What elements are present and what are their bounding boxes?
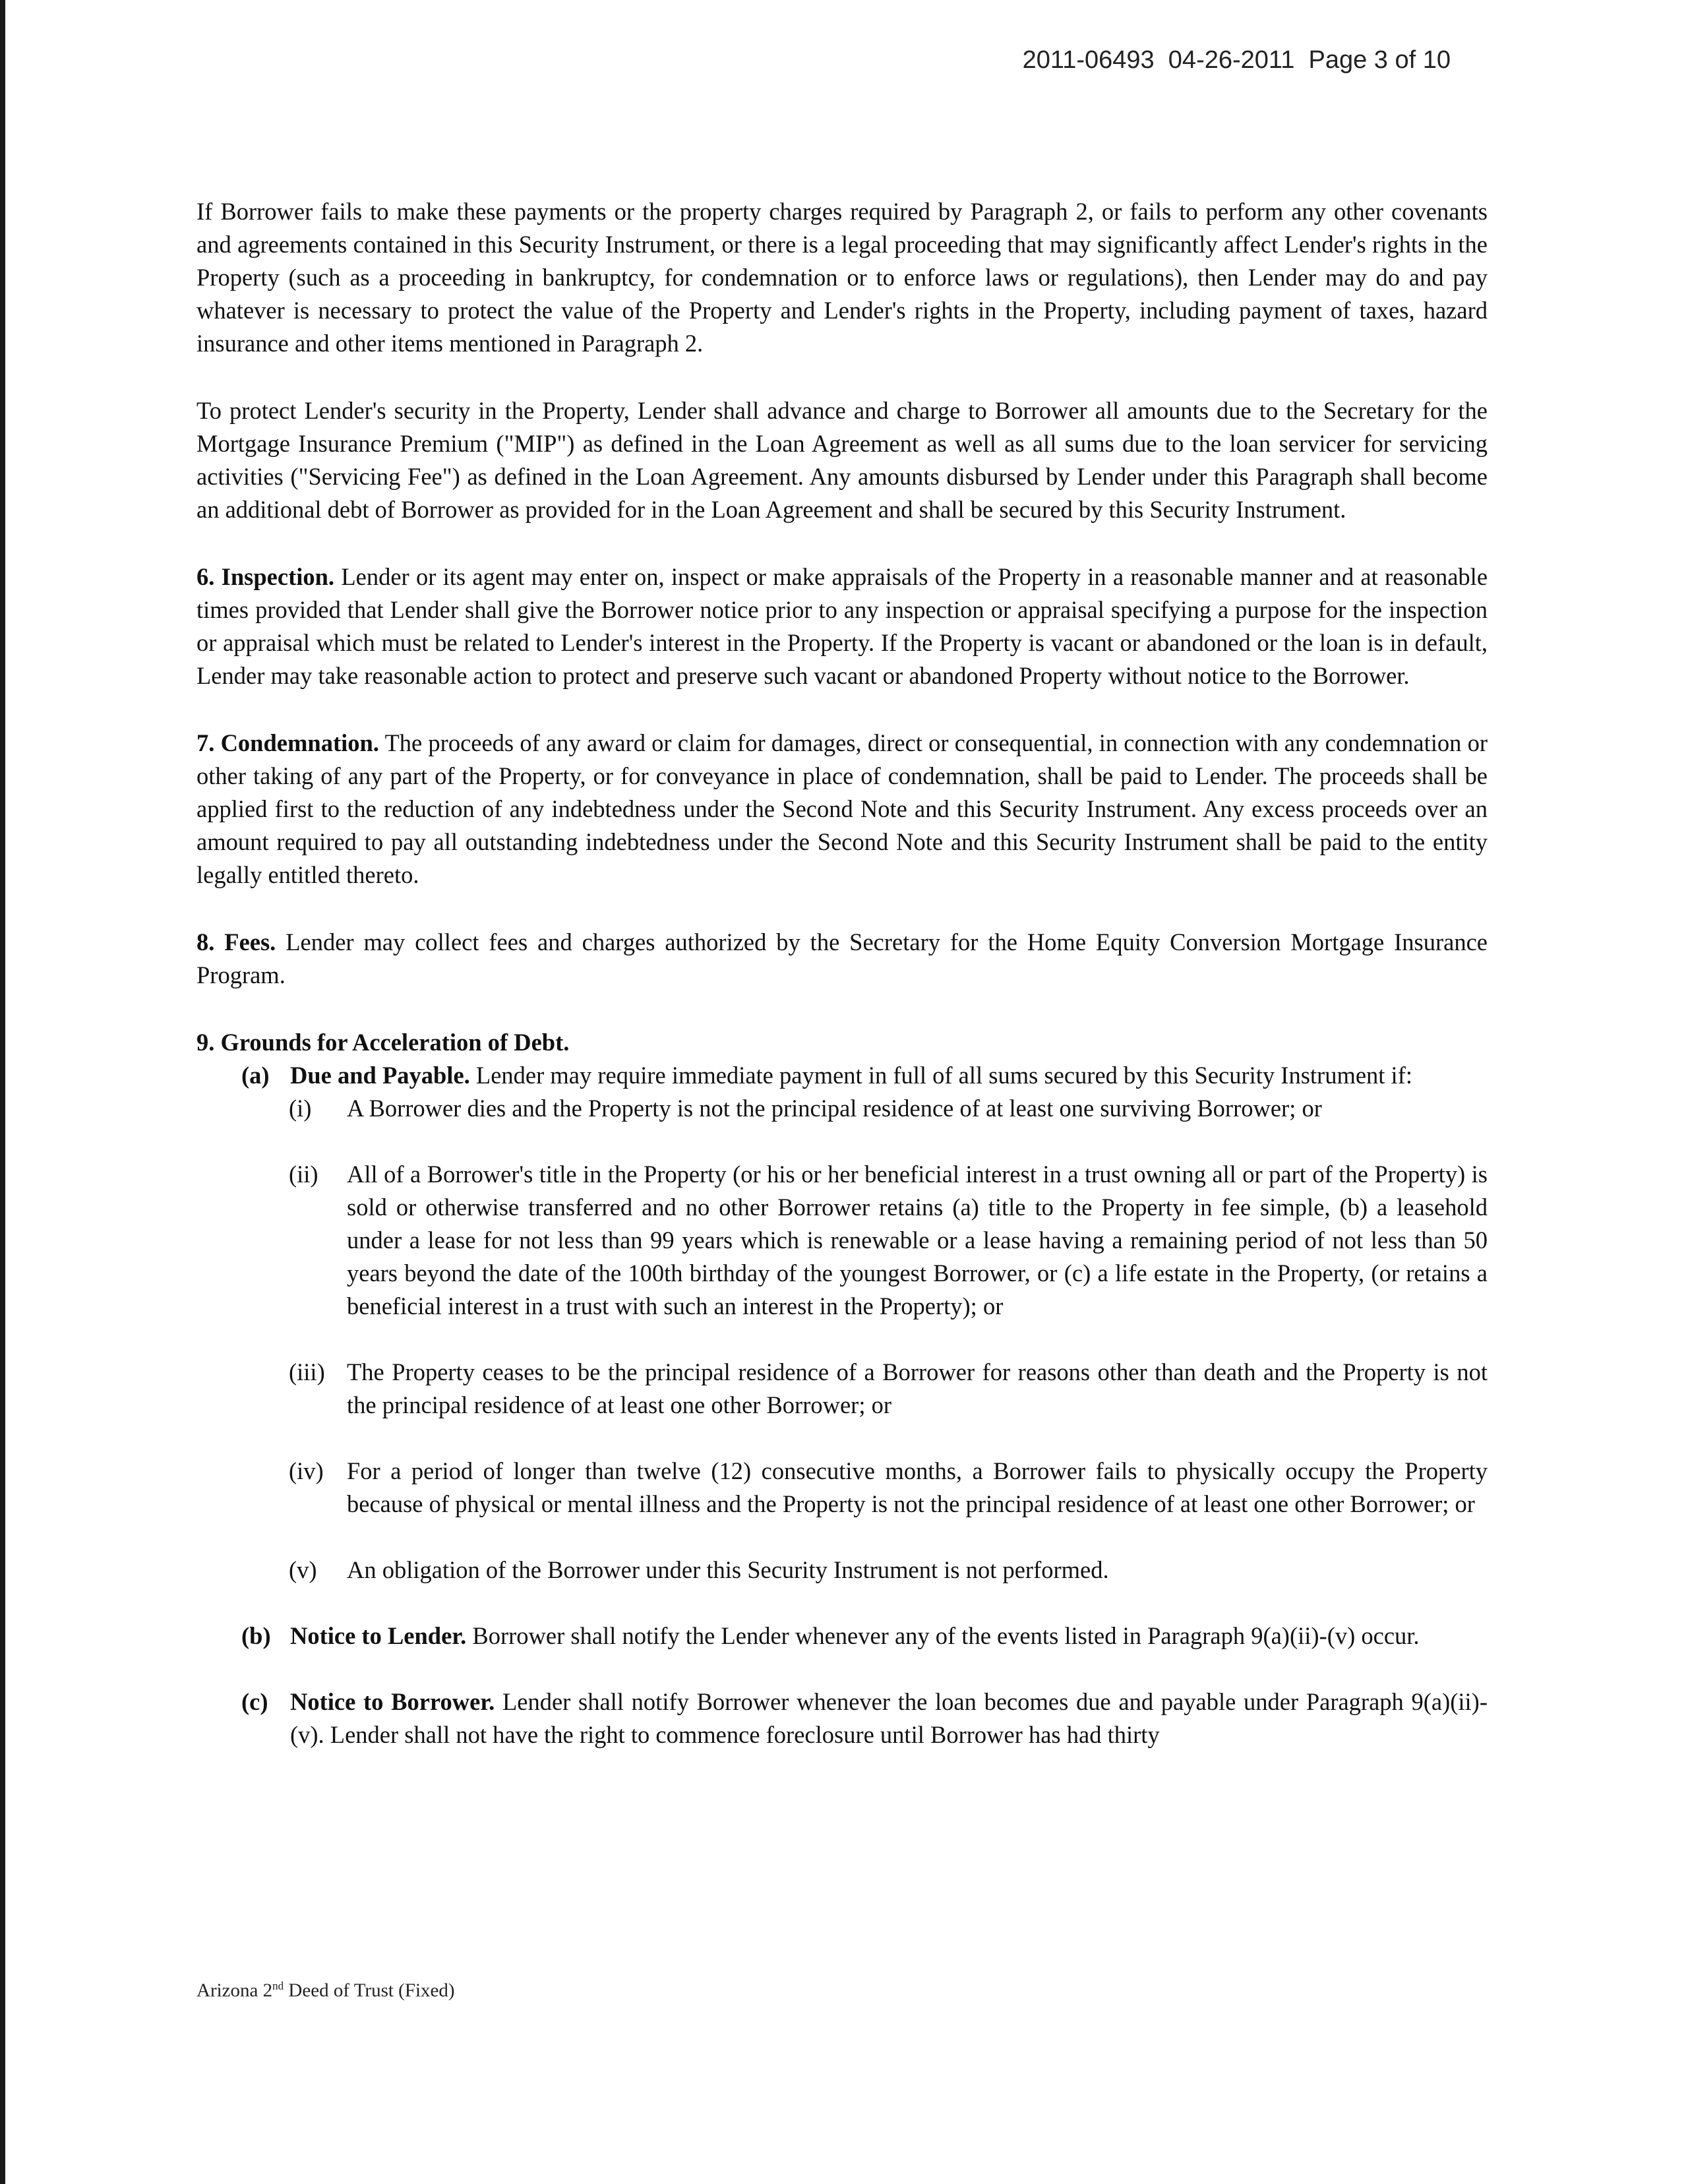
subsection-9a (241, 1059, 1488, 1092)
section-8-number: 8. (196, 928, 215, 956)
section-8-fees (196, 926, 1488, 992)
list-item-v-text: An obligation of the Borrower under this Security Instrument is not performed. (347, 1556, 1109, 1583)
list-item-i (289, 1092, 1488, 1125)
section-6-text: Lender or its agent may enter on, inspect or make appraisals of the Property in a reasonable manner and at reasonable times provided that Lender shall give the Borrower notice prior to any inspection or appraisal specifying a purpose for the inspection or appraisal which must be related to Lender's interest in the Property. If the Property is vacant or abandoned or the loan is in default, Lender may take reasonable action to protect and preserve such vacant or abandoned Property without notice to the Borrower. (196, 563, 1488, 689)
section-7-title: Condemnation. (220, 729, 379, 756)
subsection-9c-label: (c) (241, 1688, 268, 1715)
section-9-number: 9. (196, 1029, 215, 1056)
list-item-iii-text: The Property ceases to be the principal residence of a Borrower for reasons other than death and the Property is not the principal residence of at least one other Borrower; or (347, 1358, 1488, 1418)
footer-text-end: Deed of Trust (Fixed) (284, 1980, 455, 2001)
subsection-9a-title: Due and Payable. (290, 1062, 470, 1089)
scan-edge-shadow (0, 0, 5, 2184)
list-item-iii-label: (iii) (289, 1358, 325, 1385)
section-6-number: 6. (196, 563, 215, 590)
subsection-9c-text: Lender shall notify Borrower whenever the loan becomes due and payable under Paragraph 9(a)(ii)-(v). Lender shall not have the right to commence foreclosure until Borrower has had thirty (290, 1688, 1488, 1748)
section-8-text: Lender may collect fees and charges authorized by the Secretary for the Home Equity Conversion Mortgage Insurance Program. (196, 928, 1488, 988)
section-7-text: The proceeds of any award or claim for damages, direct or consequential, in connection with any condemnation or other taking of any part of the Property, or for conveyance in place of condemnation, shall be paid to Lender. The proceeds shall be applied first to the reduction of any indebtedness under the Second Note and this Security Instrument. Any excess proceeds over an amount required to pay all outstanding indebtedness under the Second Note and this Security Instrument shall be paid to the entity legally entitled thereto. (196, 729, 1488, 888)
list-item-iv-text: For a period of longer than twelve (12) consecutive months, a Borrower fails to physically occupy the Property because of physical or mental illness and the Property is not the principal residence of at least one other Borrower; or (347, 1457, 1488, 1517)
page-footer (196, 1980, 455, 2002)
footer-superscript: nd (272, 1980, 284, 1992)
list-item-iv-label: (iv) (289, 1457, 324, 1484)
subsection-9b-title: Notice to Lender. (290, 1622, 467, 1649)
subsection-9b-text: Borrower shall notify the Lender whenever any of the events listed in Paragraph 9(a)(ii)-(v) occur. (472, 1622, 1420, 1649)
section-7-condemnation (196, 727, 1488, 892)
section-6-inspection (196, 561, 1488, 692)
list-item-ii-text: All of a Borrower's title in the Property (or his or her beneficial interest in a trust owning all or part of the Property) is sold or otherwise transferred and no other Borrower retains (a) title to the Property in fee simple, (b) a leasehold under a lease for not less than 99 years which is renewable or a lease having a remaining period of not less than 50 years beyond the date of the 100th birthday of the youngest Borrower, or (c) a life estate in the Property, (or retains a beneficial interest in a trust with such an interest in the Property); or (347, 1161, 1488, 1320)
document-body (196, 195, 1488, 1751)
subsection-9b (241, 1620, 1488, 1653)
subsection-9a-text: Lender may require immediate payment in full of all sums secured by this Security Instrument if: (475, 1062, 1412, 1089)
section-8-title: Fees. (224, 928, 276, 956)
list-item-v (289, 1554, 1488, 1587)
subsection-9a-label: (a) (241, 1062, 270, 1089)
paragraph-lender-security: To protect Lender's security in the Property, Lender shall advance and charge to Borrower all amounts due to the Secretary for the Mortgage Insurance Premium ("MIP") as defined in the Loan Agreement as well as all sums due to the loan servicer for servicing activities ("Servicing Fee") as defined in the Loan Agreement. Any amounts disbursed by Lender under this Paragraph shall become an additional debt of Borrower as provided for in the Loan Agreement and shall be secured by this Security Instrument. (196, 397, 1488, 523)
list-item-ii (289, 1158, 1488, 1323)
list-item-ii-label: (ii) (289, 1161, 318, 1188)
document-number: 2011-06493 (1022, 46, 1155, 74)
subsection-9b-label: (b) (241, 1622, 271, 1649)
section-6-title: Inspection. (221, 563, 335, 590)
list-item-i-text: A Borrower dies and the Property is not the principal residence of at least one surviving Borrower; or (347, 1095, 1322, 1122)
page-header (989, 46, 1451, 75)
section-7-number: 7. (196, 729, 215, 756)
list-item-iii (289, 1356, 1488, 1422)
footer-text-start: Arizona 2 (196, 1980, 273, 2001)
list-item-i-label: (i) (289, 1095, 312, 1122)
document-date: 04-26-2011 (1168, 46, 1295, 74)
subsection-9c-title: Notice to Borrower. (290, 1688, 495, 1715)
list-item-iv (289, 1455, 1488, 1521)
list-item-v-label: (v) (289, 1556, 317, 1583)
section-9-heading (196, 1026, 1488, 1059)
subsection-9c (241, 1685, 1488, 1751)
paragraph-borrower-failure: If Borrower fails to make these payments or the property charges required by Paragraph 2, or fails to perform any other covenants and agreements contained in this Security Instrument, or there is a legal proceeding that may significantly affect Lender's rights in the Property (such as a proceeding in bankruptcy, for condemnation or to enforce laws or regulations), then Lender may do and pay whatever is necessary to protect the value of the Property and Lender's rights in the Property, including payment of taxes, hazard insurance and other items mentioned in Paragraph 2. (196, 198, 1488, 357)
page-number: Page 3 of 10 (1308, 46, 1451, 74)
section-9-title: Grounds for Acceleration of Debt. (220, 1029, 570, 1056)
